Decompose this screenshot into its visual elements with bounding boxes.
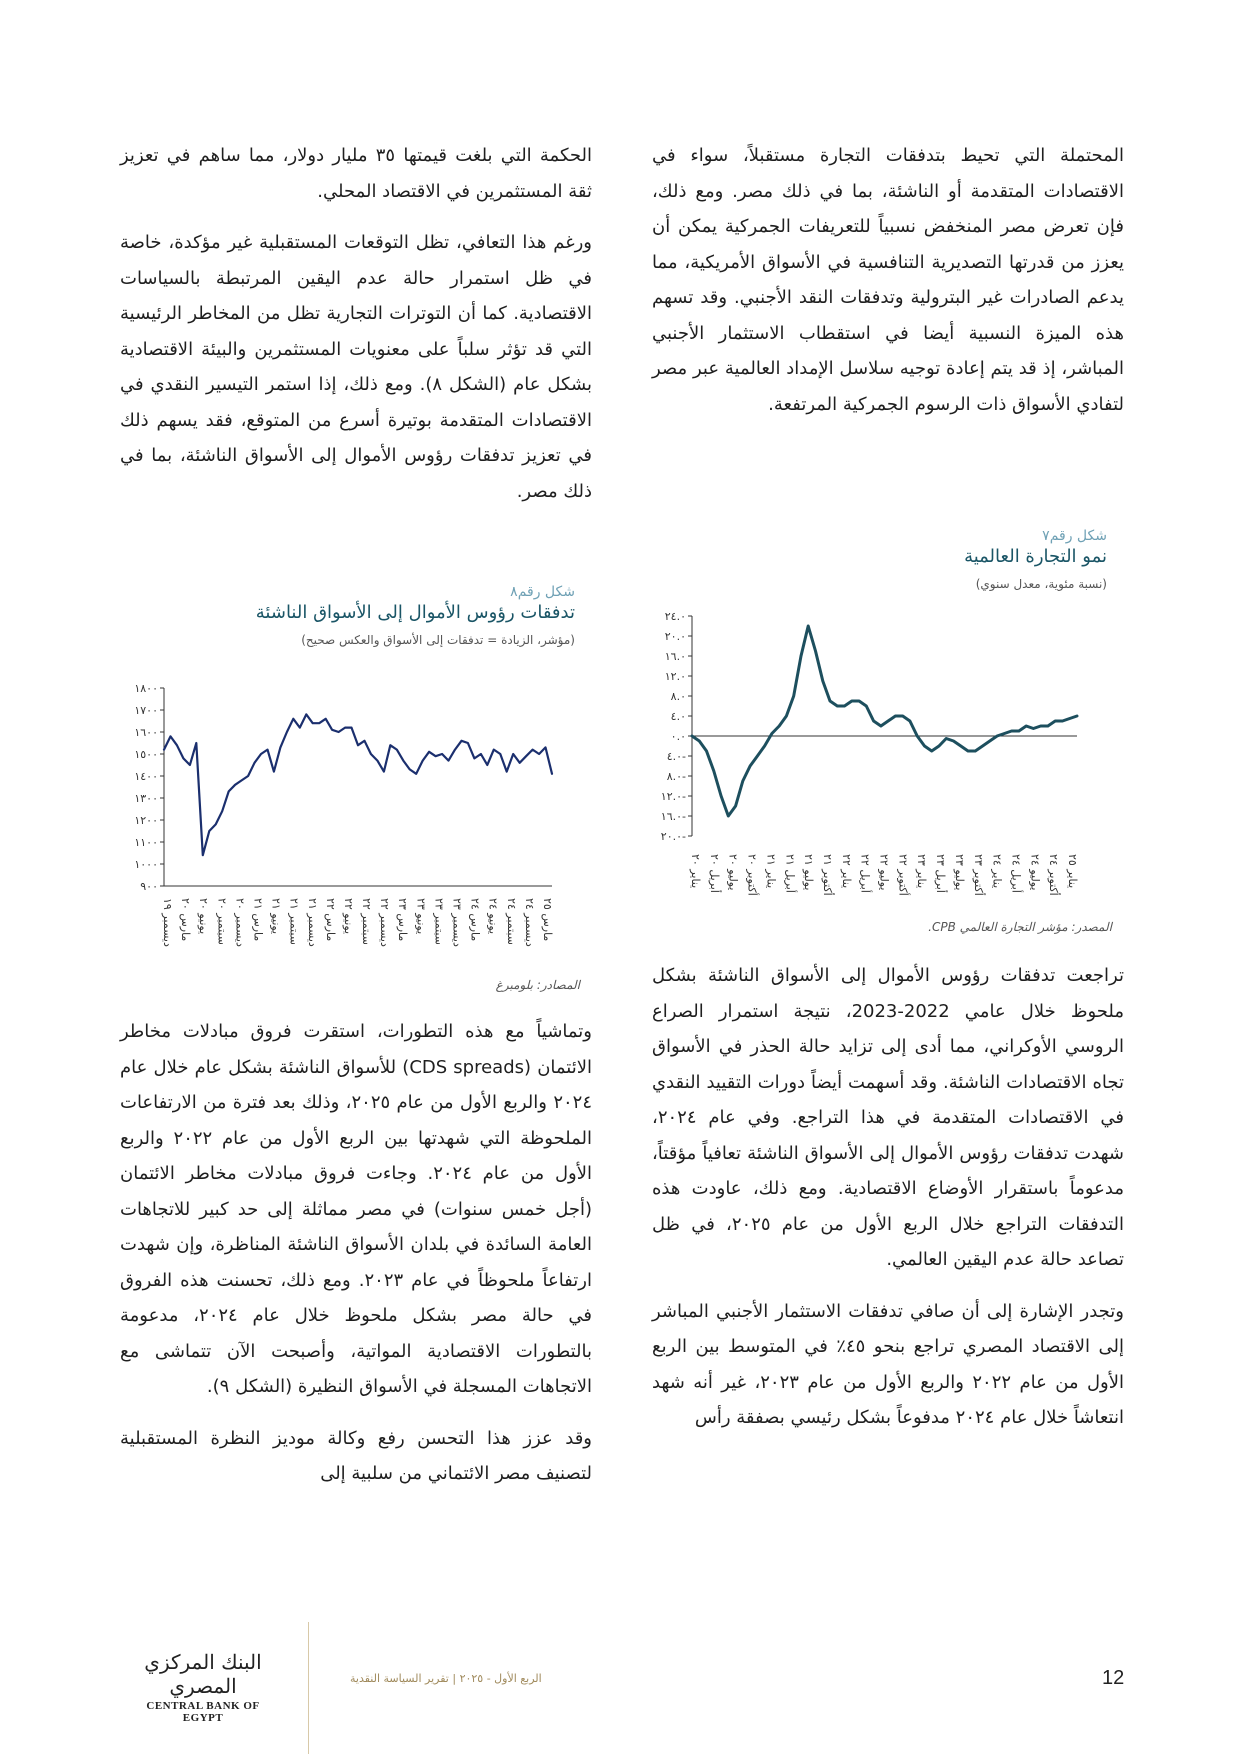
x-tick-label: ديسمبر ٢٢: [378, 898, 392, 947]
x-tick-label: ديسمبر ١٩: [161, 898, 174, 947]
x-tick-label: يوليو ٢٤: [1028, 854, 1042, 891]
y-tick-label: ١٢.٠: [664, 670, 686, 683]
x-tick-label: يونيو ٢٠: [197, 898, 211, 935]
y-tick-label: ٤.٠-: [666, 750, 686, 763]
figure-7-number: شكل رقم٧: [1042, 528, 1107, 544]
x-tick-label: مارس ٢٢: [323, 898, 337, 942]
y-tick-label: ١٧٠٠: [134, 704, 158, 717]
logo-english-text: CENTRAL BANK OF EGYPT: [146, 1700, 260, 1724]
y-tick-label: ٢٤.٠: [664, 610, 686, 623]
x-tick-label: مارس ٢٥: [541, 898, 554, 942]
x-tick-label: سبتمبر ٢٢: [360, 898, 374, 945]
x-tick-label: يوليو ٢٠: [726, 854, 740, 891]
y-tick-label: ١٣٠٠: [134, 792, 158, 805]
x-tick-label: يونيو ٢٤: [486, 898, 500, 935]
x-tick-label: يونيو ٢٢: [341, 898, 355, 935]
x-tick-label: مارس ٢٠: [179, 898, 193, 942]
right-column: [652, 138, 1124, 438]
figure-8-subtitle: (مؤشر، الزيادة = تدفقات إلى الأسواق والعكس صحيح): [301, 633, 575, 647]
left-column-lower: [120, 1014, 592, 1508]
x-tick-label: سبتمبر ٢٣: [432, 898, 446, 945]
y-tick-label: ٤.٠: [670, 710, 686, 723]
x-tick-label: أبريل ٢٤: [1009, 854, 1023, 893]
x-tick-label: أبريل ٢٣: [934, 854, 948, 893]
x-tick-label: مارس ٢١: [251, 898, 265, 942]
left-column: [120, 138, 592, 525]
x-tick-label: يناير ٢٢: [839, 854, 853, 889]
x-tick-label: يوليو ٢٢: [877, 854, 891, 891]
x-tick-label: أكتوبر ٢٤: [1047, 854, 1061, 896]
x-tick-label: ديسمبر ٢١: [305, 898, 319, 947]
y-tick-label: ١٦.٠-: [660, 810, 686, 823]
x-tick-label: ديسمبر ٢٠: [233, 898, 247, 947]
x-tick-label: سبتمبر ٢٤: [504, 898, 518, 945]
x-tick-label: أكتوبر ٢٠: [745, 854, 759, 896]
x-tick-label: ديسمبر ٢٤: [522, 898, 536, 947]
x-tick-label: مارس ٢٤: [468, 898, 482, 942]
y-tick-label: ١٢.٠-: [660, 790, 686, 803]
figure-8-chart: [120, 680, 580, 980]
logo-arabic-text: البنك المركزي المصري: [144, 1650, 262, 1698]
series-line: [692, 626, 1077, 816]
x-tick-label: يوليو ٢١: [802, 854, 816, 891]
y-tick-label: ١٤٠٠: [134, 770, 158, 783]
y-tick-label: ٢٠.٠: [664, 630, 686, 643]
figure-8-source: المصادر: بلومبرغ: [495, 978, 580, 992]
x-tick-label: يونيو ٢١: [269, 898, 283, 935]
x-tick-label: سبتمبر ٢٠: [215, 898, 229, 945]
figure-8-header: [120, 584, 575, 647]
y-tick-label: ١٨٠٠: [134, 682, 158, 695]
y-tick-label: ٩٠٠: [140, 880, 158, 893]
footer-report-title: الربع الأول - ٢٠٢٥ | تقرير السياسة النقدية: [350, 1672, 542, 1685]
right-column-lower: [652, 958, 1124, 1452]
y-tick-label: ١٦.٠: [664, 650, 686, 663]
x-tick-label: أبريل ٢٠: [707, 854, 721, 893]
figure-8-number: شكل رقم٨: [510, 584, 575, 600]
figure-7-subtitle: (نسبة مئوية، معدل سنوي): [975, 577, 1107, 591]
y-tick-label: ١١٠٠: [134, 836, 158, 849]
x-tick-label: مارس ٢٣: [396, 898, 410, 942]
x-tick-label: ديسمبر ٢٣: [450, 898, 464, 947]
y-tick-label: ١٢٠٠: [134, 814, 158, 827]
series-line: [164, 714, 552, 855]
right-paragraph-2: تراجعت تدفقات رؤوس الأموال إلى الأسواق الناشئة بشكل ملحوظ خلال عامي 2022-2023، نتيجة استمرار الصراع الروسي الأوكراني، مما أدى إلى تزايد حالة الحذر في الأسواق تجاه الاقتصادات الناشئة. وقد أسهمت أيضاً دورات التقييد النقدي في الاقتصادات المتقدمة في هذا التراجع. وفي عام ٢٠٢٤، شهدت تدفقات رؤوس الأموال إلى الأسواق الناشئة تعافياً مؤقتاً، مدعوماً باستقرار الأوضاع الاقتصادية. ومع ذلك، عاودت هذه التدفقات التراجع خلال الربع الأول من عام ٢٠٢٥، في ظل تصاعد حالة عدم اليقين العالمي.: [652, 965, 1124, 1270]
left-paragraph-2: ورغم هذا التعافي، تظل التوقعات المستقبلية غير مؤكدة، خاصة في ظل استمرار حالة عدم اليقين المرتبطة بالسياسات الاقتصادية. كما أن التوترات التجارية تظل من المخاطر الرئيسية التي قد تؤثر سلباً على معنويات المستثمرين والبيئة الاقتصادية بشكل عام (الشكل ٨). ومع ذلك، إذا استمر التيسير النقدي في الاقتصادات المتقدمة بوتيرة أسرع من المتوقع، فقد يسهم ذلك في تعزيز تدفقات رؤوس الأموال إلى الأسواق الناشئة، بما في ذلك مصر.: [120, 232, 593, 502]
figure-7-title: نمو التجارة العالمية: [964, 546, 1107, 567]
x-tick-label: أكتوبر ٢٣: [971, 854, 985, 896]
x-tick-label: أكتوبر ٢١: [820, 854, 834, 896]
left-paragraph-1: الحكمة التي بلغت قيمتها ٣٥ مليار دولار، مما ساهم في تعزيز ثقة المستثمرين في الاقتصاد المحلي.: [120, 145, 592, 202]
left-paragraph-3: وتماشياً مع هذه التطورات، استقرت فروق مبادلات مخاطر الائتمان (CDS spreads) للأسواق الناشئة بشكل عام خلال عام ٢٠٢٤ والربع الأول من عام ٢٠٢٥، وذلك بعد فترة من الارتفاعات الملحوظة التي شهدتها بين الربع الأول من عام ٢٠٢٢ والربع الأول من عام ٢٠٢٤. وجاءت فروق مبادلات مخاطر الائتمان (أجل خمس سنوات) في مصر مماثلة إلى حد كبير للاتجاهات العامة السائدة في بلدان الأسواق الناشئة المناظرة، وإن شهدت ارتفاعاً ملحوظاً في عام ٢٠٢٣. ومع ذلك، تحسنت هذه الفروق في حالة مصر بشكل ملحوظ خلال عام ٢٠٢٤، مدعومة بالتطورات الاقتصادية المواتية، وأصبحت الآن تتماشى مع الاتجاهات المسجلة في الأسواق النظيرة (الشكل ٩).: [120, 1021, 593, 1397]
figure-7-source: المصدر: مؤشر التجارة العالمي CPB.: [928, 920, 1112, 934]
page-number: 12: [1102, 1667, 1125, 1689]
x-tick-label: يناير ٢٤: [990, 854, 1004, 889]
x-tick-label: يونيو ٢٣: [414, 898, 428, 935]
x-tick-label: أبريل ٢٢: [858, 854, 872, 893]
figure-7-chart: [652, 610, 1092, 910]
right-paragraph-3: وتجدر الإشارة إلى أن صافي تدفقات الاستثمار الأجنبي المباشر إلى الاقتصاد المصري تراجع بنحو ٤٥٪ في المتوسط بين الربع الأول من عام ٢٠٢٢ والربع الأول من عام ٢٠٢٣، غير أنه شهد انتعاشاً خلال عام ٢٠٢٤ مدفوعاً بشكل رئيسي بصفقة رأس: [652, 1300, 1124, 1428]
y-tick-label: ٠.٠: [670, 730, 686, 743]
y-tick-label: ٨.٠: [670, 690, 686, 703]
x-tick-label: يناير ٢٥: [1066, 854, 1079, 889]
footer-divider: [308, 1622, 309, 1754]
x-tick-label: أبريل ٢١: [783, 854, 797, 893]
figure-8-title: تدفقات رؤوس الأموال إلى الأسواق الناشئة: [255, 602, 575, 623]
x-tick-label: يناير ٢٣: [915, 854, 929, 889]
left-paragraph-4: وقد عزز هذا التحسن رفع وكالة موديز النظرة المستقبلية لتصنيف مصر الائتماني من سلبية إلى: [120, 1427, 592, 1484]
y-tick-label: ٨.٠-: [666, 770, 686, 783]
central-bank-logo: [128, 1650, 278, 1724]
y-tick-label: ٢٠.٠-: [660, 830, 686, 843]
x-tick-label: يناير ٢١: [764, 854, 778, 889]
y-tick-label: ١٠٠٠: [134, 858, 158, 871]
right-paragraph-1: المحتملة التي تحيط بتدفقات التجارة مستقبلاً، سواء في الاقتصادات المتقدمة أو الناشئة، بما في ذلك مصر. ومع ذلك، فإن تعرض مصر المنخفض نسبياً للتعريفات الجمركية يمكن أن يعزز من قدرتها التصديرية التنافسية في الأسواق الأمريكية، مما يدعم الصادرات غير البترولية وتدفقات النقد الأجنبي. وقد تسهم هذه الميزة النسبية أيضا في استقطاب الاستثمار الأجنبي المباشر، إذ قد يتم إعادة توجيه سلاسل الإمداد العالمية عبر مصر لتفادي الأسواق ذات الرسوم الجمركية المرتفعة.: [652, 145, 1124, 415]
x-tick-label: يوليو ٢٣: [952, 854, 966, 891]
x-tick-label: يناير ٢٠: [689, 854, 702, 889]
x-tick-label: سبتمبر ٢١: [287, 898, 301, 945]
y-tick-label: ١٦٠٠: [134, 726, 158, 739]
x-tick-label: أكتوبر ٢٢: [896, 854, 910, 896]
y-tick-label: ١٥٠٠: [134, 748, 158, 761]
figure-7-header: [652, 528, 1107, 591]
